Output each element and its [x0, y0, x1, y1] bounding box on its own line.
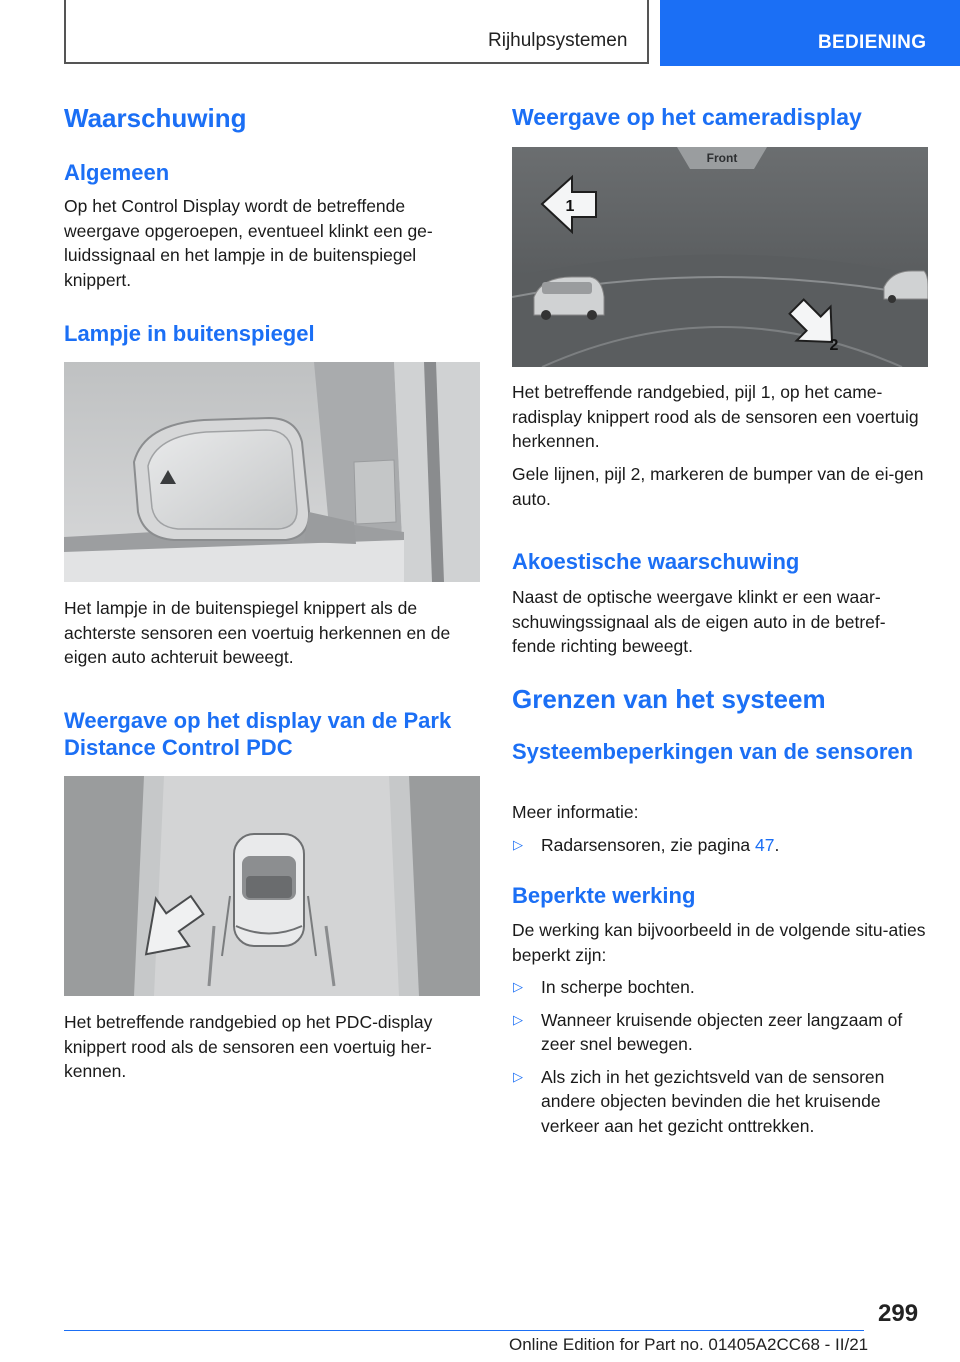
- figure-mirror: [64, 362, 480, 582]
- arrow-1-label: 1: [565, 198, 575, 215]
- car-left-icon: [534, 277, 604, 320]
- heading-systeembeperkingen: Systeembeperkingen van de sensoren: [512, 739, 914, 764]
- heading-camera: Weergave op het cameradisplay: [512, 104, 862, 130]
- heading-beperkte-werking: Beperkte werking: [512, 883, 696, 908]
- list-item: [512, 975, 928, 1000]
- page-number: 299: [878, 1300, 919, 1327]
- header-tab-label: BEDIENING: [818, 32, 927, 53]
- heading-grenzen: Grenzen van het systeem: [512, 684, 826, 714]
- list-item: [512, 1065, 928, 1139]
- arrow-2-label: 2: [829, 337, 839, 354]
- heading-pdc: Weergave op het display van de Park Distance Control PDC: [64, 708, 452, 760]
- paragraph-lampje: Het lampje in de buitenspiegel knippert als de achterste sensoren een voertuig herkennen en de eigen auto achteruit beweegt.: [64, 598, 451, 667]
- page-link-47[interactable]: 47: [755, 835, 775, 855]
- header-section-title: Rijhulpsystemen: [488, 30, 628, 51]
- figure-camera: [512, 147, 928, 367]
- heading-algemeen: Algemeen: [64, 160, 170, 185]
- camera-illustration: [512, 147, 928, 367]
- triangle-right-icon: ▷: [513, 1068, 523, 1084]
- heading-waarschuwing: Waarschuwing: [64, 103, 247, 133]
- mirror-illustration: [64, 362, 480, 582]
- pdc-illustration: [64, 776, 480, 996]
- list-beperkte: [512, 975, 928, 1146]
- camera-front-label: Front: [706, 151, 738, 165]
- paragraph-camera-2: Gele lijnen, pijl 2, markeren de bumper van de ei-gen auto.: [512, 464, 924, 509]
- bullet-radar-text: Radarsensoren, zie pagina: [541, 835, 756, 855]
- list-item: [512, 833, 928, 858]
- paragraph-algemeen: Op het Control Display wordt de betreffende weergave opgeroepen, eventueel klinkt een ge-luidssignaal en het lampje in de buitenspiegel knippert.: [64, 196, 433, 290]
- paragraph-pdc: Het betreffende randgebied op het PDC-display knippert rood als de sensoren een voertuig her-kennen.: [64, 1012, 433, 1081]
- bullet-radar-end: .: [774, 835, 780, 855]
- list-radar: [512, 833, 928, 866]
- triangle-right-icon: ▷: [513, 1011, 523, 1027]
- footer-divider: [64, 1330, 864, 1331]
- list-item: [512, 1008, 928, 1057]
- bullet-text: In scherpe bochten.: [541, 977, 695, 997]
- bullet-text: Als zich in het gezichtsveld van de sensoren andere objecten bevinden die het kruisende verkeer aan het gezicht onttrekken.: [541, 1066, 885, 1136]
- paragraph-akoestisch: Naast de optische weergave klinkt er een waar-schuwingssignaal als de eigen auto in de betref-fende richting beweegt.: [512, 587, 886, 656]
- paragraph-beperkte: De werking kan bijvoorbeeld in de volgende situ-aties beperkt zijn:: [512, 920, 926, 965]
- bullet-text: Wanneer kruisende objecten zeer langzaam of zeer snel bewegen.: [541, 1009, 903, 1054]
- footer-edition: Online Edition for Part no. 01405A2CC68 - II/21: [509, 1335, 869, 1354]
- paragraph-meer-informatie: Meer informatie:: [512, 802, 639, 822]
- heading-akoestisch: Akoestische waarschuwing: [512, 549, 800, 574]
- triangle-right-icon: ▷: [513, 979, 523, 994]
- paragraph-camera-1: Het betreffende randgebied, pijl 1, op het came-radisplay knippert rood als de sensoren een voertuig herkennen.: [512, 382, 919, 451]
- figure-pdc: [64, 776, 480, 996]
- triangle-right-icon: ▷: [513, 837, 523, 852]
- heading-lampje: Lampje in buitenspiegel: [64, 321, 315, 346]
